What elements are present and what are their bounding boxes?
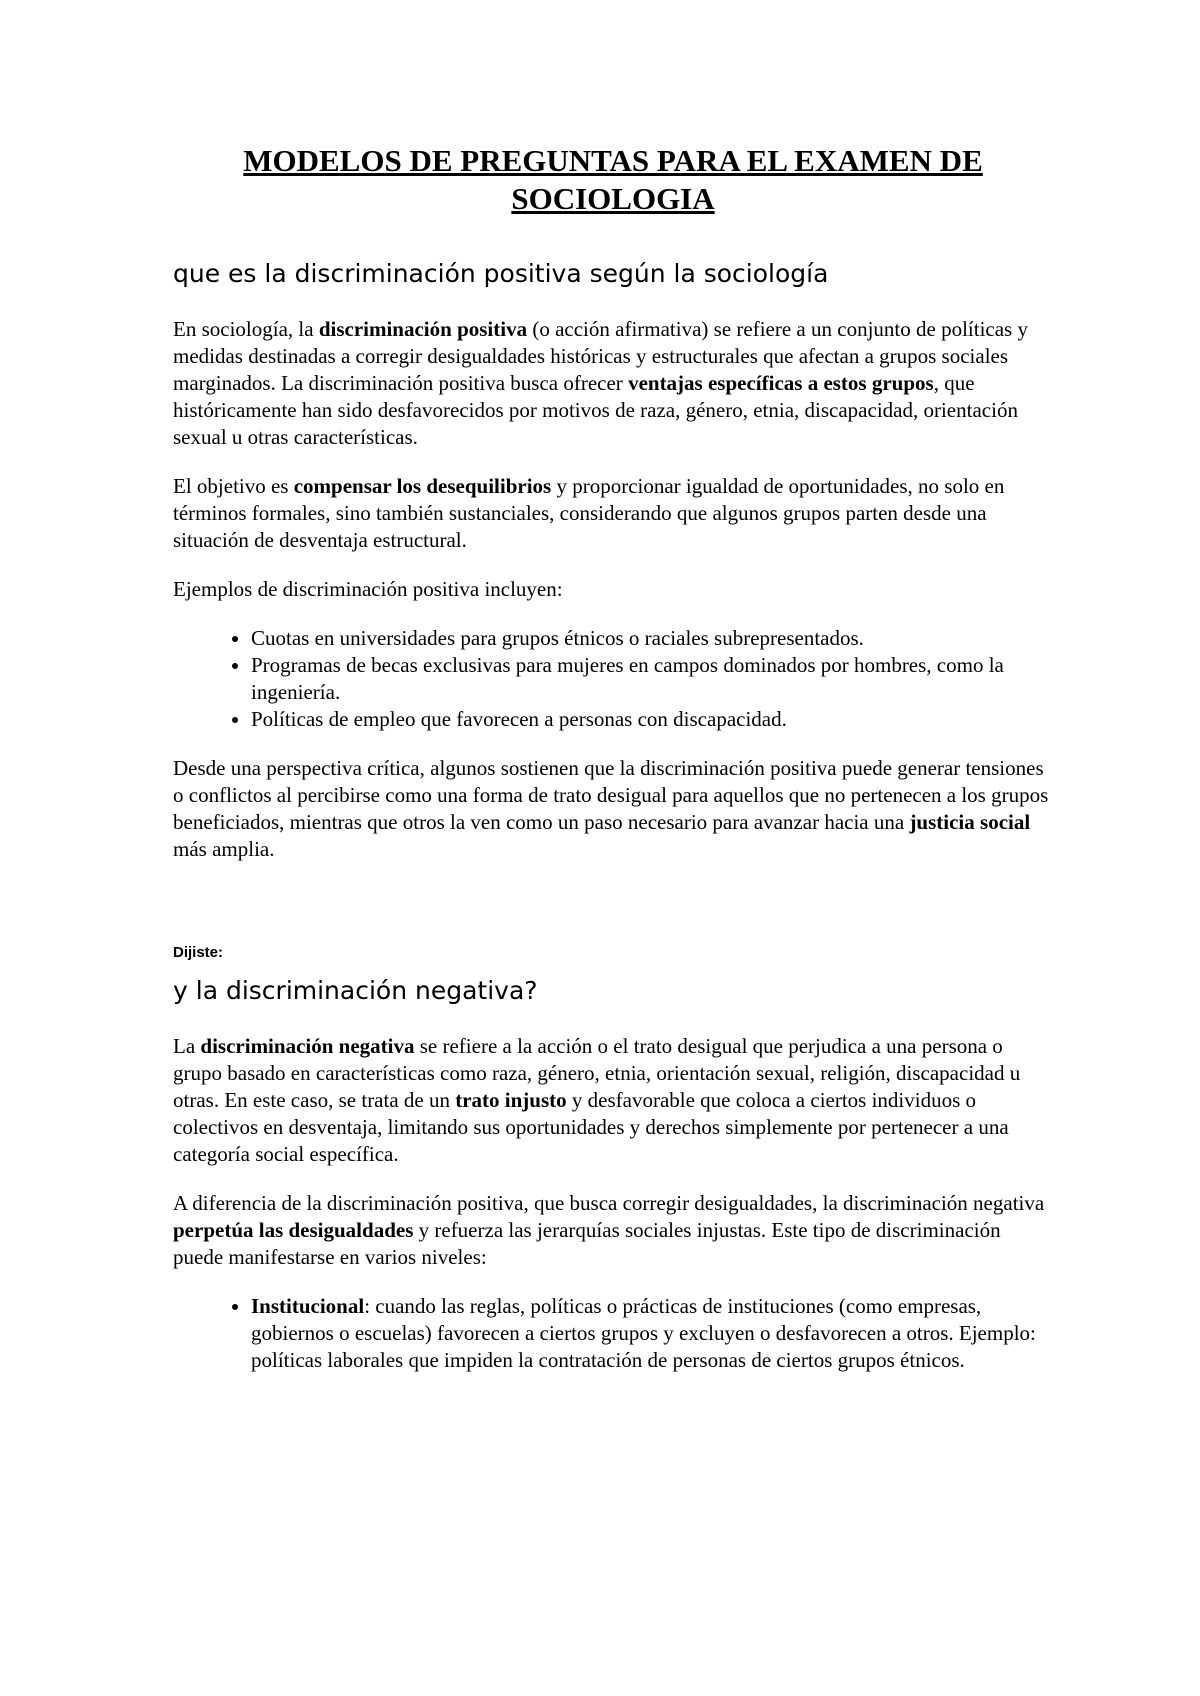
- question-2-heading: y la discriminación negativa?: [173, 976, 538, 1005]
- bold-term: trato injusto: [455, 1088, 567, 1112]
- q2-paragraph-2: [173, 1190, 1053, 1271]
- bold-term: discriminación negativa: [200, 1034, 415, 1058]
- bold-term: perpetúa las desigualdades: [173, 1218, 414, 1242]
- list-item: • Políticas de empleo que favorecen a personas con discapacidad.: [251, 706, 1053, 733]
- q1-paragraph-1: [173, 316, 1053, 451]
- level-label: Institucional: [251, 1294, 365, 1318]
- q2-paragraph-1: [173, 1033, 1053, 1168]
- title-line-2: SOCIOLOGIA: [511, 181, 715, 216]
- list-item: • Cuotas en universidades para grupos étnicos o raciales subrepresentados.: [251, 625, 1053, 652]
- text-span: y desfavorable que coloca a ciertos individuos o colectivos en desventaja, limitando sus oportunidades y derechos simplemente por pertenecer a una categoría social específica.: [173, 1088, 1009, 1166]
- text-span: A diferencia de la discriminación positiva, que busca corregir desigualdades, la discriminación negativa: [173, 1191, 1045, 1215]
- document-content: [173, 142, 1053, 1374]
- list-item: [251, 1293, 1053, 1374]
- document-title: [173, 142, 1053, 218]
- text-span: En sociología, la: [173, 317, 319, 341]
- bold-term: compensar los desequilibrios: [293, 474, 552, 498]
- list-item: • Programas de becas exclusivas para mujeres en campos dominados por hombres, como la ingeniería.: [251, 652, 1053, 706]
- q1-paragraph-4: [173, 755, 1053, 863]
- text-span: , que históricamente han sido desfavorecidos por motivos de raza, género, etnia, discapacidad, orientación sexual u otras características.: [173, 371, 1018, 449]
- bold-term: ventajas específicas a estos grupos: [628, 371, 934, 395]
- text-span: se refiere a la acción o el trato desigual que perjudica a una persona o grupo basado en características como raza, género, etnia, orientación sexual, religión, discapacidad u otras. En este caso, se trata de un: [173, 1034, 1021, 1112]
- q1-paragraph-3: Ejemplos de discriminación positiva incluyen:: [173, 577, 563, 601]
- text-span: (o acción afirmativa) se refiere a un conjunto de políticas y medidas destinadas a corregir desigualdades históricas y estructurales que afectan a grupos sociales marginados. La discriminación positiva busca ofrecer: [173, 317, 1028, 395]
- title-line-1: MODELOS DE PREGUNTAS PARA EL EXAMEN DE: [243, 143, 983, 178]
- bold-term: justicia social: [909, 810, 1031, 834]
- text-span: Desde una perspectiva crítica, algunos sostienen que la discriminación positiva puede generar tensiones o conflictos al percibirse como una forma de trato desigual para aquellos que no pertenecen a los grupos beneficiados, mientras que otros la ven como un paso necesario para avanzar hacia una: [173, 756, 1049, 834]
- text-span: y refuerza las jerarquías sociales injustas. Este tipo de discriminación puede manifestarse en varios niveles:: [173, 1218, 1001, 1269]
- text-span: más amplia.: [173, 837, 275, 861]
- question-1-heading: que es la discriminación positiva según la sociología: [173, 259, 829, 288]
- examples-list: [173, 625, 1053, 733]
- levels-list: [173, 1293, 1053, 1374]
- text-span: El objetivo es: [173, 474, 294, 498]
- text-span: y proporcionar igualdad de oportunidades, no solo en términos formales, sino también sustanciales, considerando que algunos grupos parten desde una situación de desventaja estructural.: [173, 474, 1005, 552]
- bold-term: discriminación positiva: [318, 317, 528, 341]
- text-span: La: [173, 1034, 201, 1058]
- q1-paragraph-2: [173, 473, 1053, 554]
- level-text: : cuando las reglas, políticas o prácticas de instituciones (como empresas, gobiernos o escuelas) favorecen a ciertos grupos y excluyen o desfavorecen a otros. Ejemplo: políticas laborales que impiden la contratación de personas de ciertos grupos étnicos.: [251, 1294, 1036, 1372]
- dijiste-label: Dijiste:: [173, 944, 224, 961]
